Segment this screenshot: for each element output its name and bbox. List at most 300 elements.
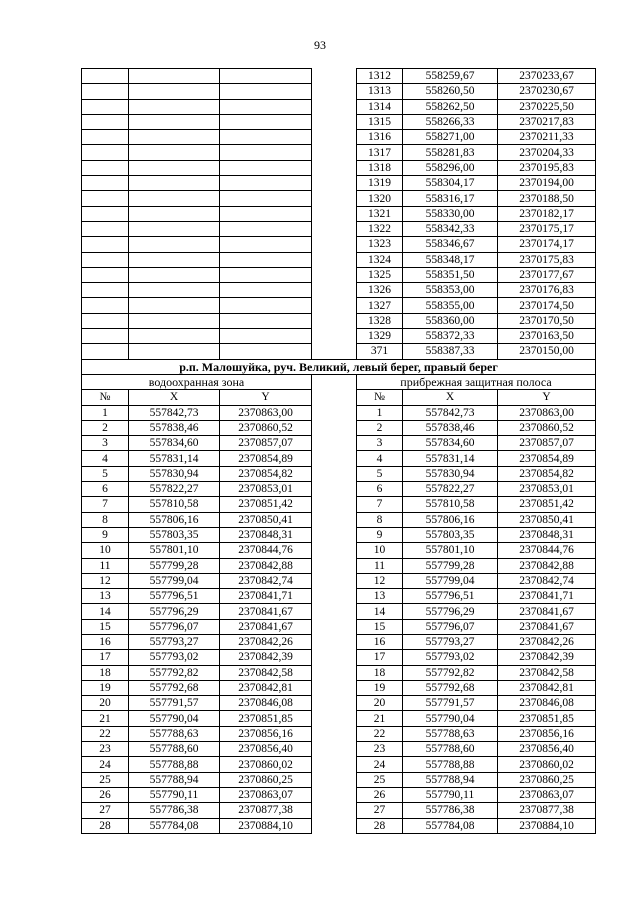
x-coordinate: 558346,67 [403,237,498,252]
column-gap [312,558,357,573]
x-coordinate: 557796,29 [403,604,498,619]
section-title: р.п. Малошуйка, руч. Великий, левый берег, правый берег [82,359,596,374]
point-number: 21 [82,711,129,726]
y-coordinate: 2370842,74 [498,573,596,588]
top-section [82,69,596,360]
y-coordinate: 2370841,71 [220,589,312,604]
y-coordinate: 2370854,82 [220,466,312,481]
column-gap [312,619,357,634]
y-coordinate: 2370851,42 [220,497,312,512]
x-coordinate: 557822,27 [403,482,498,497]
point-number: 6 [82,482,129,497]
x-coordinate: 557799,04 [129,573,220,588]
y-coordinate: 2370850,41 [220,512,312,527]
column-gap [312,283,357,298]
x-coordinate: 557790,11 [403,787,498,802]
table-row [82,696,596,711]
empty-cell [220,114,312,129]
point-number: 11 [357,558,403,573]
table-row [82,191,596,206]
y-coordinate: 2370842,39 [498,650,596,665]
x-coordinate: 557806,16 [403,512,498,527]
section-title-row [82,359,596,374]
column-gap [312,680,357,695]
column-gap [312,191,357,206]
x-coordinate: 558304,17 [403,176,498,191]
point-number: 27 [82,803,129,818]
x-coordinate: 558353,00 [403,283,498,298]
point-number: 1325 [357,267,403,282]
y-coordinate: 2370842,58 [220,665,312,680]
x-coordinate: 557834,60 [129,436,220,451]
point-number: 28 [82,818,129,833]
empty-cell [220,191,312,206]
empty-cell [82,313,129,328]
y-coordinate: 2370842,88 [220,558,312,573]
point-number: 2 [82,420,129,435]
y-coordinate: 2370860,02 [220,757,312,772]
table-row [82,604,596,619]
column-gap [312,466,357,481]
y-coordinate: 2370176,83 [498,283,596,298]
table-row [82,573,596,588]
empty-cell [220,237,312,252]
x-coordinate: 557801,10 [403,543,498,558]
point-number: 1329 [357,329,403,344]
y-coordinate: 2370841,67 [220,619,312,634]
empty-cell [220,99,312,114]
x-coordinate: 557796,07 [403,619,498,634]
empty-cell [129,344,220,359]
column-gap [312,604,357,619]
column-gap [312,69,357,84]
table-row [82,145,596,160]
y-coordinate: 2370170,50 [498,313,596,328]
y-coordinate: 2370860,52 [498,420,596,435]
table-row [82,405,596,420]
point-number: 1326 [357,283,403,298]
x-coordinate: 557799,04 [403,573,498,588]
point-number: 28 [357,818,403,833]
left-subtitle: водоохранная зона [82,374,312,389]
empty-cell [129,252,220,267]
y-coordinate: 2370863,00 [220,405,312,420]
column-gap [312,176,357,191]
x-coordinate: 557788,60 [129,742,220,757]
table-row [82,329,596,344]
y-coordinate: 2370194,00 [498,176,596,191]
y-coordinate: 2370842,74 [220,573,312,588]
table-row [82,252,596,267]
x-coordinate: 557784,08 [129,818,220,833]
point-number: 17 [82,650,129,665]
table-row [82,757,596,772]
x-coordinate: 557831,14 [403,451,498,466]
x-coordinate: 557788,88 [129,757,220,772]
x-coordinate: 558342,33 [403,221,498,236]
table-row [82,420,596,435]
empty-cell [129,130,220,145]
table-row [82,742,596,757]
empty-cell [129,99,220,114]
empty-cell [129,176,220,191]
x-coordinate: 557834,60 [403,436,498,451]
y-coordinate: 2370217,83 [498,114,596,129]
point-number: 24 [82,757,129,772]
column-gap [312,803,357,818]
empty-cell [82,237,129,252]
x-coordinate: 557792,82 [403,665,498,680]
table-row [82,206,596,221]
empty-cell [82,160,129,175]
y-coordinate: 2370842,81 [220,680,312,695]
y-coordinate: 2370857,07 [498,436,596,451]
x-coordinate: 557793,02 [403,650,498,665]
x-coordinate: 558351,50 [403,267,498,282]
point-number: 1314 [357,99,403,114]
header-y-right: Y [498,390,596,405]
point-number: 13 [357,589,403,604]
empty-cell [129,145,220,160]
y-coordinate: 2370846,08 [498,696,596,711]
point-number: 1 [82,405,129,420]
column-gap [312,329,357,344]
empty-cell [82,130,129,145]
y-coordinate: 2370860,25 [220,772,312,787]
empty-cell [129,114,220,129]
empty-cell [82,176,129,191]
y-coordinate: 2370842,26 [498,634,596,649]
point-number: 24 [357,757,403,772]
table-row [82,665,596,680]
column-gap [312,589,357,604]
table-row [82,84,596,99]
point-number: 10 [82,543,129,558]
empty-cell [129,221,220,236]
column-gap [312,512,357,527]
empty-cell [82,206,129,221]
x-coordinate: 557788,63 [403,726,498,741]
point-number: 16 [82,634,129,649]
point-number: 9 [357,527,403,542]
point-number: 19 [82,680,129,695]
x-coordinate: 558360,00 [403,313,498,328]
x-coordinate: 558348,17 [403,252,498,267]
empty-cell [129,206,220,221]
table-row [82,772,596,787]
x-coordinate: 557786,38 [129,803,220,818]
column-gap [312,527,357,542]
x-coordinate: 557793,27 [129,634,220,649]
empty-cell [220,130,312,145]
x-coordinate: 557796,29 [129,604,220,619]
table-row [82,267,596,282]
point-number: 4 [357,451,403,466]
y-coordinate: 2370863,07 [498,787,596,802]
column-gap [312,99,357,114]
table-row [82,130,596,145]
y-coordinate: 2370844,76 [498,543,596,558]
point-number: 22 [82,726,129,741]
table-row [82,527,596,542]
y-coordinate: 2370163,50 [498,329,596,344]
column-gap [312,114,357,129]
x-coordinate: 557796,51 [129,589,220,604]
column-gap [312,742,357,757]
table-row [82,558,596,573]
column-gap [312,818,357,833]
x-coordinate: 557788,60 [403,742,498,757]
table-row [82,803,596,818]
x-coordinate: 557838,46 [129,420,220,435]
x-coordinate: 557792,82 [129,665,220,680]
empty-cell [220,283,312,298]
y-coordinate: 2370842,58 [498,665,596,680]
point-number: 1 [357,405,403,420]
empty-cell [220,176,312,191]
y-coordinate: 2370851,85 [220,711,312,726]
y-coordinate: 2370841,71 [498,589,596,604]
y-coordinate: 2370846,08 [220,696,312,711]
y-coordinate: 2370225,50 [498,99,596,114]
empty-cell [129,298,220,313]
y-coordinate: 2370177,67 [498,267,596,282]
table-row [82,482,596,497]
x-coordinate: 557792,68 [129,680,220,695]
point-number: 1323 [357,237,403,252]
y-coordinate: 2370182,17 [498,206,596,221]
x-coordinate: 557784,08 [403,818,498,833]
x-coordinate: 557796,51 [403,589,498,604]
y-coordinate: 2370842,39 [220,650,312,665]
empty-cell [82,298,129,313]
y-coordinate: 2370841,67 [498,604,596,619]
table-row [82,69,596,84]
table-row [82,160,596,175]
y-coordinate: 2370842,88 [498,558,596,573]
y-coordinate: 2370860,02 [498,757,596,772]
point-number: 1320 [357,191,403,206]
x-coordinate: 557790,04 [403,711,498,726]
header-x-left: X [129,390,220,405]
table-row [82,512,596,527]
point-number: 4 [82,451,129,466]
point-number: 23 [82,742,129,757]
right-subtitle: прибрежная защитная полоса [357,374,596,389]
point-number: 7 [357,497,403,512]
point-number: 1328 [357,313,403,328]
point-number: 26 [357,787,403,802]
x-coordinate: 557803,35 [403,527,498,542]
x-coordinate: 558355,00 [403,298,498,313]
point-number: 7 [82,497,129,512]
point-number: 11 [82,558,129,573]
empty-cell [82,114,129,129]
point-number: 3 [357,436,403,451]
x-coordinate: 557842,73 [403,405,498,420]
point-number: 20 [357,696,403,711]
y-coordinate: 2370150,00 [498,344,596,359]
y-coordinate: 2370848,31 [220,527,312,542]
page-number: 93 [314,38,326,52]
column-gap [312,390,357,405]
column-gap [312,482,357,497]
x-coordinate: 557786,38 [403,803,498,818]
x-coordinate: 557788,63 [129,726,220,741]
y-coordinate: 2370884,10 [498,818,596,833]
empty-cell [220,206,312,221]
x-coordinate: 558259,67 [403,69,498,84]
x-coordinate: 557799,28 [403,558,498,573]
column-gap [312,130,357,145]
column-gap [312,420,357,435]
x-coordinate: 558271,00 [403,130,498,145]
x-coordinate: 557830,94 [403,466,498,481]
column-gap [312,344,357,359]
column-gap [312,573,357,588]
column-gap [312,221,357,236]
x-coordinate: 557810,58 [129,497,220,512]
column-gap [312,757,357,772]
point-number: 371 [357,344,403,359]
point-number: 25 [82,772,129,787]
header-y-left: Y [220,390,312,405]
y-coordinate: 2370842,26 [220,634,312,649]
y-coordinate: 2370175,17 [498,221,596,236]
point-number: 22 [357,726,403,741]
empty-cell [82,84,129,99]
x-coordinate: 558296,00 [403,160,498,175]
table-row [82,680,596,695]
column-gap [312,267,357,282]
table-row [82,99,596,114]
point-number: 5 [82,466,129,481]
x-coordinate: 557810,58 [403,497,498,512]
point-number: 27 [357,803,403,818]
x-coordinate: 557801,10 [129,543,220,558]
x-coordinate: 557799,28 [129,558,220,573]
y-coordinate: 2370884,10 [220,818,312,833]
point-number: 1321 [357,206,403,221]
column-gap [312,650,357,665]
x-coordinate: 557788,94 [129,772,220,787]
empty-cell [82,252,129,267]
y-coordinate: 2370195,83 [498,160,596,175]
column-gap [312,497,357,512]
y-coordinate: 2370856,40 [220,742,312,757]
column-gap [312,405,357,420]
column-gap [312,711,357,726]
main-section [82,359,596,833]
point-number: 1317 [357,145,403,160]
empty-cell [129,267,220,282]
empty-cell [220,145,312,160]
point-number: 2 [357,420,403,435]
column-gap [312,237,357,252]
header-num-left: № [82,390,129,405]
x-coordinate: 557790,11 [129,787,220,802]
empty-cell [82,145,129,160]
empty-cell [129,313,220,328]
x-coordinate: 557792,68 [403,680,498,695]
x-coordinate: 558316,17 [403,191,498,206]
point-number: 12 [82,573,129,588]
y-coordinate: 2370860,25 [498,772,596,787]
coordinates-table [81,68,596,834]
point-number: 1313 [357,84,403,99]
empty-cell [82,329,129,344]
point-number: 14 [82,604,129,619]
x-coordinate: 557793,02 [129,650,220,665]
y-coordinate: 2370844,76 [220,543,312,558]
table-row [82,176,596,191]
y-coordinate: 2370863,07 [220,787,312,802]
point-number: 19 [357,680,403,695]
empty-cell [220,221,312,236]
x-coordinate: 557791,57 [129,696,220,711]
table-row [82,543,596,558]
x-coordinate: 558372,33 [403,329,498,344]
table-row [82,283,596,298]
table-row [82,221,596,236]
x-coordinate: 557822,27 [129,482,220,497]
x-coordinate: 558262,50 [403,99,498,114]
x-coordinate: 557796,07 [129,619,220,634]
y-coordinate: 2370841,67 [498,619,596,634]
y-coordinate: 2370842,81 [498,680,596,695]
point-number: 1312 [357,69,403,84]
x-coordinate: 557838,46 [403,420,498,435]
point-number: 21 [357,711,403,726]
table-row [82,114,596,129]
header-row [82,390,596,405]
empty-cell [220,329,312,344]
y-coordinate: 2370230,67 [498,84,596,99]
empty-cell [82,99,129,114]
subtitle-row [82,374,596,389]
point-number: 8 [357,512,403,527]
y-coordinate: 2370863,00 [498,405,596,420]
point-number: 1318 [357,160,403,175]
empty-cell [129,69,220,84]
empty-cell [220,313,312,328]
table-row [82,497,596,512]
y-coordinate: 2370856,16 [220,726,312,741]
point-number: 1324 [357,252,403,267]
table-row [82,787,596,802]
point-number: 1319 [357,176,403,191]
y-coordinate: 2370877,38 [498,803,596,818]
empty-cell [220,344,312,359]
column-gap [312,206,357,221]
empty-cell [220,298,312,313]
y-coordinate: 2370848,31 [498,527,596,542]
y-coordinate: 2370856,16 [498,726,596,741]
x-coordinate: 558266,33 [403,114,498,129]
point-number: 3 [82,436,129,451]
point-number: 25 [357,772,403,787]
column-gap [312,298,357,313]
column-gap [312,252,357,267]
empty-cell [129,237,220,252]
y-coordinate: 2370211,33 [498,130,596,145]
empty-cell [220,69,312,84]
table-row [82,650,596,665]
x-coordinate: 557788,88 [403,757,498,772]
empty-cell [82,221,129,236]
point-number: 1316 [357,130,403,145]
table-row [82,818,596,833]
